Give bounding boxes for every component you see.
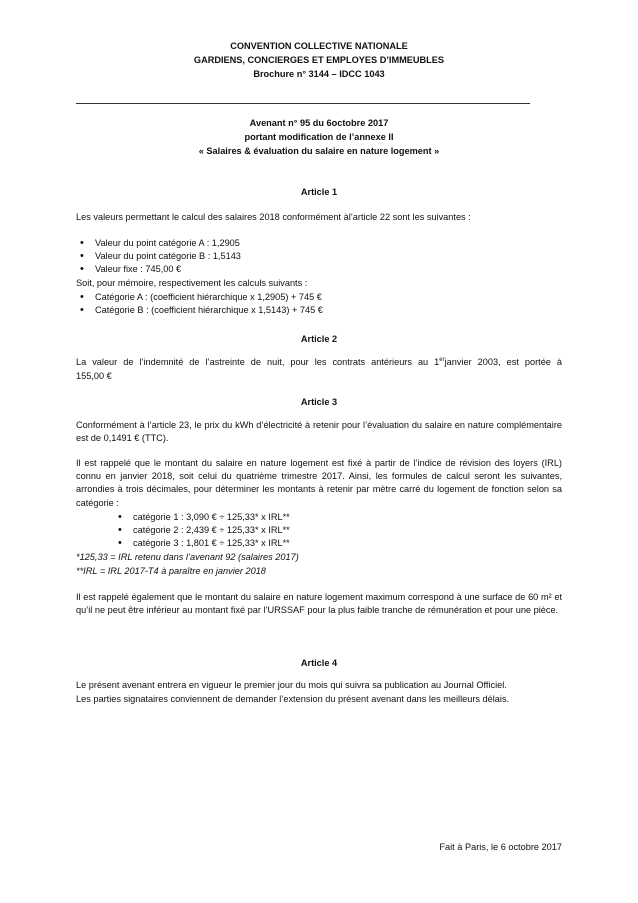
superscript-er: er [439,357,445,363]
article-2-text-cont: janvier 2003, est portée à [444,357,563,367]
article-1-intro: Les valeurs permettant le calcul des salaires 2018 conformément àl’article 22 sont les suivantes : [76,212,471,222]
article-2-text: La valeur de l’indemnité de l’astreinte de nuit, pour les contrats antérieurs au 1 [76,357,440,367]
article-3-categories-list [76,511,562,551]
list-item: • Valeur du point catégorie A : 1,2905 [76,237,562,250]
header-line-2: GARDIENS, CONCIERGES ET EMPLOYES D’IMMEUBLES [193,55,445,65]
list-item: • Valeur du point catégorie B : 1,5143 [76,250,562,263]
article-3-footnote-2: **IRL = IRL 2017-T4 à paraître en janvier 2018 [76,566,266,576]
article-4-line-2: Les parties signataires conviennent de demander l’extension du présent avenant dans les meilleurs délais. [76,694,510,704]
header-line-1: CONVENTION COLLECTIVE NATIONALE [230,41,408,51]
title-line-2: portant modification de l’annexe II [244,132,394,142]
article-3-paragraph-2: Il est rappelé que le montant du salaire en nature logement est fixé à partir de l’indice de révision des loyers (IRL) connu en janvier 2018, soit celui du quatrième trimestre 2017. Ainsi, les formules de calcul seront les suivantes, arrondies à trois décimales, pour déterminer les montants à retenir par mètre carré du logement de fonction selon sa catégorie : [76,458,562,508]
article-3-paragraph-1: Conformément à l’article 23, le prix du kWh d’électricité à retenir pour l’évaluation du salaire en nature complémentaire est de 0,1491 € (TTC). [76,420,562,444]
list-item: • catégorie 2 : 2,439 € ÷ 125,33* x IRL** [76,524,562,537]
list-item: • Catégorie B : (coefficient hiérarchique x 1,5143) + 745 € [76,304,562,317]
article-3-paragraph-3: Il est rappelé également que le montant du salaire en nature logement maximum correspond à une surface de 60 m² et qu’il ne peut être inférieur au montant fixé par l’URSSAF pour la plus faible tranche de rémunération et pour une pièce. [76,592,562,616]
article-1-memo: Soit, pour mémoire, respectivement les calculs suivants : [76,278,308,288]
list-item: • Catégorie A : (coefficient hiérarchique x 1,2905) + 745 € [76,291,562,304]
horizontal-rule [76,103,530,104]
title-line-3: « Salaires & évaluation du salaire en nature logement » [198,146,440,156]
article-2-heading: Article 2 [300,334,338,344]
article-2-paragraph-line-2: 155,00 € [76,371,112,381]
article-1-heading: Article 1 [300,187,338,197]
list-item: • catégorie 1 : 3,090 € ÷ 125,33* x IRL** [76,511,562,524]
signature-date: Fait à Paris, le 6 octobre 2017 [439,842,562,852]
article-3-heading: Article 3 [300,397,338,407]
article-4-line-1: Le présent avenant entrera en vigueur le premier jour du mois qui suivra sa publication au Journal Officiel. [76,680,507,690]
article-4-heading: Article 4 [300,658,338,668]
list-item: • catégorie 3 : 1,801 € ÷ 125,33* x IRL** [76,537,562,550]
title-line-1: Avenant n° 95 du 6octobre 2017 [249,118,389,128]
article-2-paragraph-line-1 [76,356,562,369]
list-item: • Valeur fixe : 745,00 € [76,263,562,276]
article-1-values-list [76,237,562,277]
article-1-calc-list [76,291,562,317]
article-3-footnote-1: *125,33 = IRL retenu dans l’avenant 92 (salaires 2017) [76,552,299,562]
header-line-3: Brochure n° 3144 – IDCC 1043 [253,69,385,79]
